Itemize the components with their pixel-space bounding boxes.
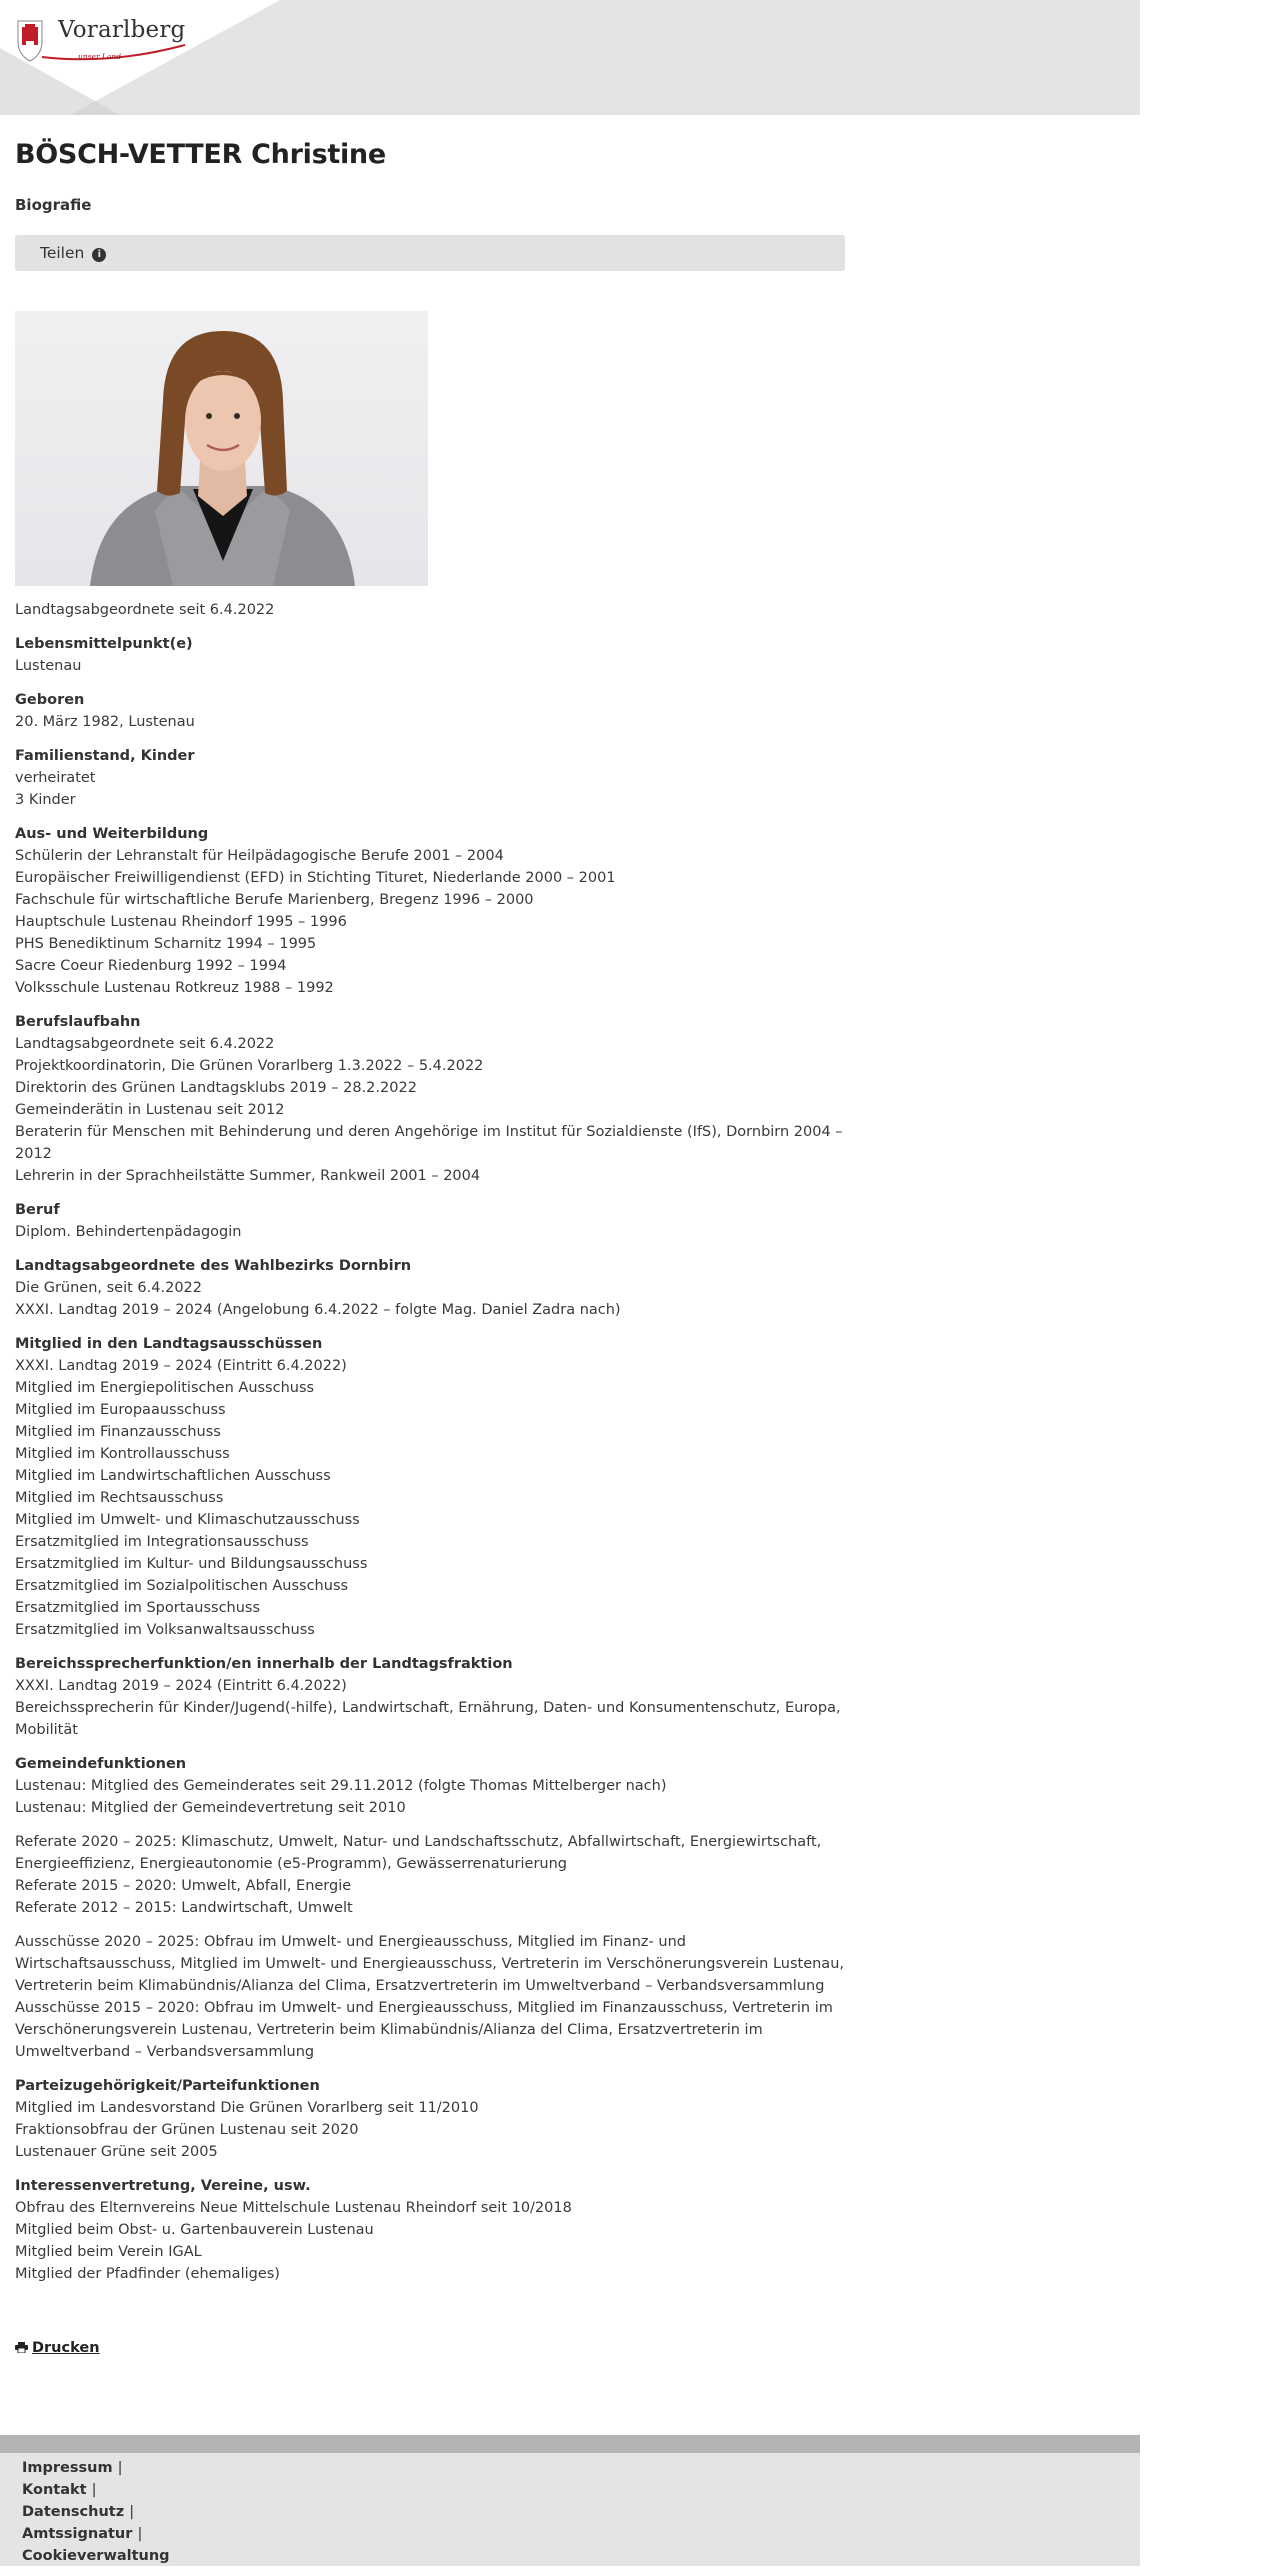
printer-icon	[15, 2338, 28, 2349]
section-line: Ersatzmitglied im Kultur- und Bildungsausschuss	[15, 1556, 368, 1572]
section-line: XXXI. Landtag 2019 – 2024 (Eintritt 6.4.2022)	[15, 1358, 347, 1374]
section-title: Familienstand, Kinder	[15, 748, 195, 764]
footer-link-amtssignatur[interactable]	[22, 2523, 170, 2545]
section-title: Lebensmittelpunkt(e)	[15, 636, 193, 652]
share-button[interactable]	[40, 242, 106, 264]
section-title: Gemeindefunktionen	[15, 1756, 187, 1772]
section-line: Beraterin für Menschen mit Behinderung und deren Angehörige im Institut für Sozialdienste (IfS), Dornbirn 2004 – 2012	[15, 1124, 843, 1162]
bio-section	[15, 1753, 845, 1819]
section-title: Mitglied in den Landtagsausschüssen	[15, 1336, 323, 1352]
section-line: Projektkoordinatorin, Die Grünen Vorarlberg 1.3.2022 – 5.4.2022	[15, 1058, 484, 1074]
footer-separator: |	[129, 2504, 135, 2520]
section-line: Ersatzmitglied im Sportausschuss	[15, 1600, 261, 1616]
page-header	[0, 0, 1140, 115]
section-line: Mitglied beim Obst- u. Gartenbauverein Lustenau	[15, 2222, 374, 2238]
section-line: Europäischer Freiwilligendienst (EFD) in Stichting Tituret, Niederlande 2000 – 2001	[15, 870, 616, 886]
page-footer	[0, 2453, 1140, 2566]
section-title: Landtagsabgeordnete des Wahlbezirks Dornbirn	[15, 1258, 412, 1274]
section-line: Sacre Coeur Riedenburg 1992 – 1994	[15, 958, 287, 974]
section-line: Lustenau: Mitglied der Gemeindevertretung seit 2010	[15, 1800, 406, 1816]
section-line: Diplom. Behindertenpädagogin	[15, 1224, 242, 1240]
print-label: Drucken	[32, 2340, 100, 2356]
footer-link-label: Datenschutz	[22, 2504, 125, 2520]
logo-tagline: unser Land	[78, 52, 122, 61]
logo-wordmark: Vorarlberg	[58, 17, 186, 43]
footer-link-label: Cookieverwaltung	[22, 2548, 170, 2564]
section-line: Ersatzmitglied im Sozialpolitischen Ausschuss	[15, 1578, 349, 1594]
footer-separator: |	[91, 2482, 97, 2498]
section-line: Fraktionsobfrau der Grünen Lustenau seit 2020	[15, 2122, 359, 2138]
page-title: BÖSCH-VETTER Christine	[15, 139, 386, 170]
footer-link-label: Kontakt	[22, 2482, 87, 2498]
footer-links	[22, 2457, 170, 2567]
share-bar	[15, 235, 845, 271]
section-line: Mitglied im Umwelt- und Klimaschutzausschuss	[15, 1512, 360, 1528]
bio-section	[15, 2075, 845, 2163]
section-line: Lustenau: Mitglied des Gemeinderates seit 29.11.2012 (folgte Thomas Mittelberger nach)	[15, 1778, 667, 1794]
bio-section	[15, 2175, 845, 2285]
portrait-illustration	[15, 311, 428, 586]
main-content	[15, 138, 845, 2359]
section-line: Mitglied im Landesvorstand Die Grünen Vorarlberg seit 11/2010	[15, 2100, 479, 2116]
section-line: Hauptschule Lustenau Rheindorf 1995 – 1996	[15, 914, 347, 930]
bio-section	[15, 689, 845, 733]
bio-section	[15, 1653, 845, 1741]
referate-line: Referate 2012 – 2015: Landwirtschaft, Umwelt	[15, 1900, 353, 1916]
section-title: Bereichssprecherfunktion/en innerhalb der Landtagsfraktion	[15, 1656, 513, 1672]
section-line: Landtagsabgeordnete seit 6.4.2022	[15, 1036, 275, 1052]
section-line: XXXI. Landtag 2019 – 2024 (Angelobung 6.4.2022 – folgte Mag. Daniel Zadra nach)	[15, 1302, 621, 1318]
section-line: Mitglied im Landwirtschaftlichen Ausschuss	[15, 1468, 331, 1484]
section-title: Geboren	[15, 692, 85, 708]
section-title: Parteizugehörigkeit/Parteifunktionen	[15, 2078, 320, 2094]
share-label: Teilen	[40, 244, 85, 262]
portrait-photo	[15, 311, 428, 586]
section-line: PHS Benediktinum Scharnitz 1994 – 1995	[15, 936, 317, 952]
footer-link-kontakt[interactable]	[22, 2479, 170, 2501]
footer-strip	[0, 2435, 1140, 2453]
section-line: 20. März 1982, Lustenau	[15, 714, 195, 730]
section-line: Gemeinderätin in Lustenau seit 2012	[15, 1102, 285, 1118]
section-line: Die Grünen, seit 6.4.2022	[15, 1280, 202, 1296]
footer-link-cookieverwaltung[interactable]	[22, 2545, 170, 2567]
bio-section	[15, 1011, 845, 1187]
bio-section	[15, 823, 845, 999]
section-line: Mitglied im Rechtsausschuss	[15, 1490, 224, 1506]
vorarlberg-logo[interactable]	[10, 13, 186, 63]
referate-line: Referate 2015 – 2020: Umwelt, Abfall, Energie	[15, 1878, 352, 1894]
footer-separator: |	[117, 2460, 123, 2476]
section-title: Berufslaufbahn	[15, 1014, 141, 1030]
section-line: Direktorin des Grünen Landtagsklubs 2019 – 28.2.2022	[15, 1080, 417, 1096]
section-line: Lustenauer Grüne seit 2005	[15, 2144, 218, 2160]
section-line: Mitglied beim Verein IGAL	[15, 2244, 202, 2260]
section-line: Mitglied im Kontrollausschuss	[15, 1446, 230, 1462]
section-line: Schülerin der Lehranstalt für Heilpädagogische Berufe 2001 – 2004	[15, 848, 504, 864]
bio-section	[15, 633, 845, 677]
section-line: Ersatzmitglied im Integrationsausschuss	[15, 1534, 309, 1550]
section-line: Lehrerin in der Sprachheilstätte Summer, Rankweil 2001 – 2004	[15, 1168, 481, 1184]
page-subtitle: Biografie	[15, 196, 92, 214]
section-title: Interessenvertretung, Vereine, usw.	[15, 2178, 311, 2194]
section-title: Aus- und Weiterbildung	[15, 826, 209, 842]
print-link[interactable]	[15, 2337, 845, 2359]
bio-section	[15, 1255, 845, 1321]
section-line: Bereichssprecherin für Kinder/Jugend(-hilfe), Landwirtschaft, Ernährung, Daten- und Konsumentenschutz, Europa, Mobilität	[15, 1700, 841, 1738]
ausschuesse-line: Ausschüsse 2020 – 2025: Obfrau im Umwelt- und Energieausschuss, Mitglied im Finanz- und Wirtschaftsausschuss, Mitglied im Umwelt- und Energieausschuss, Vertreterin im Verschönerungsverein Lustenau, Vertreterin beim Klimabündnis/Alianza del Clima, Ersatzvertreterin im Umweltverband – Verbandsversammlung	[15, 1934, 844, 1994]
ausschuesse-line: Ausschüsse 2015 – 2020: Obfrau im Umwelt- und Energieausschuss, Mitglied im Finanzausschuss, Vertreterin im Verschönerungsverein Lustenau, Vertreterin beim Klimabündnis/Alianza del Clima, Ersatzvertreterin im Umweltverband – Verbandsversammlung	[15, 2000, 833, 2060]
referate-block	[15, 1831, 845, 1919]
referate-line: Referate 2020 – 2025: Klimaschutz, Umwelt, Natur- und Landschaftsschutz, Abfallwirtschaft, Energiewirtschaft, Energieeffizienz, Energieautonomie (e5-Programm), Gewässerrenaturierung	[15, 1834, 822, 1872]
section-line: XXXI. Landtag 2019 – 2024 (Eintritt 6.4.2022)	[15, 1678, 347, 1694]
footer-link-label: Impressum	[22, 2460, 113, 2476]
section-title: Beruf	[15, 1202, 60, 1218]
footer-link-impressum[interactable]	[22, 2457, 170, 2479]
section-line: Volksschule Lustenau Rotkreuz 1988 – 1992	[15, 980, 334, 996]
bio-section	[15, 745, 845, 811]
section-line: Mitglied im Energiepolitischen Ausschuss	[15, 1380, 315, 1396]
bio-section	[15, 1199, 845, 1243]
info-icon: i	[92, 248, 106, 262]
intro-text: Landtagsabgeordnete seit 6.4.2022	[15, 602, 275, 618]
footer-separator: |	[137, 2526, 143, 2542]
ausschuesse-block	[15, 1931, 845, 2063]
section-line: Mitglied der Pfadfinder (ehemaliges)	[15, 2266, 280, 2282]
section-line: Mitglied im Finanzausschuss	[15, 1424, 221, 1440]
section-line: Ersatzmitglied im Volksanwaltsausschuss	[15, 1622, 315, 1638]
footer-link-label: Amtssignatur	[22, 2526, 133, 2542]
section-line: Fachschule für wirtschaftliche Berufe Marienberg, Bregenz 1996 – 2000	[15, 892, 534, 908]
footer-link-datenschutz[interactable]	[22, 2501, 170, 2523]
section-line: 3 Kinder	[15, 792, 76, 808]
section-line: Mitglied im Europaausschuss	[15, 1402, 226, 1418]
section-line: Lustenau	[15, 658, 82, 674]
section-line: Obfrau des Elternvereins Neue Mittelschule Lustenau Rheindorf seit 10/2018	[15, 2200, 572, 2216]
bio-section	[15, 1333, 845, 1641]
section-line: verheiratet	[15, 770, 96, 786]
